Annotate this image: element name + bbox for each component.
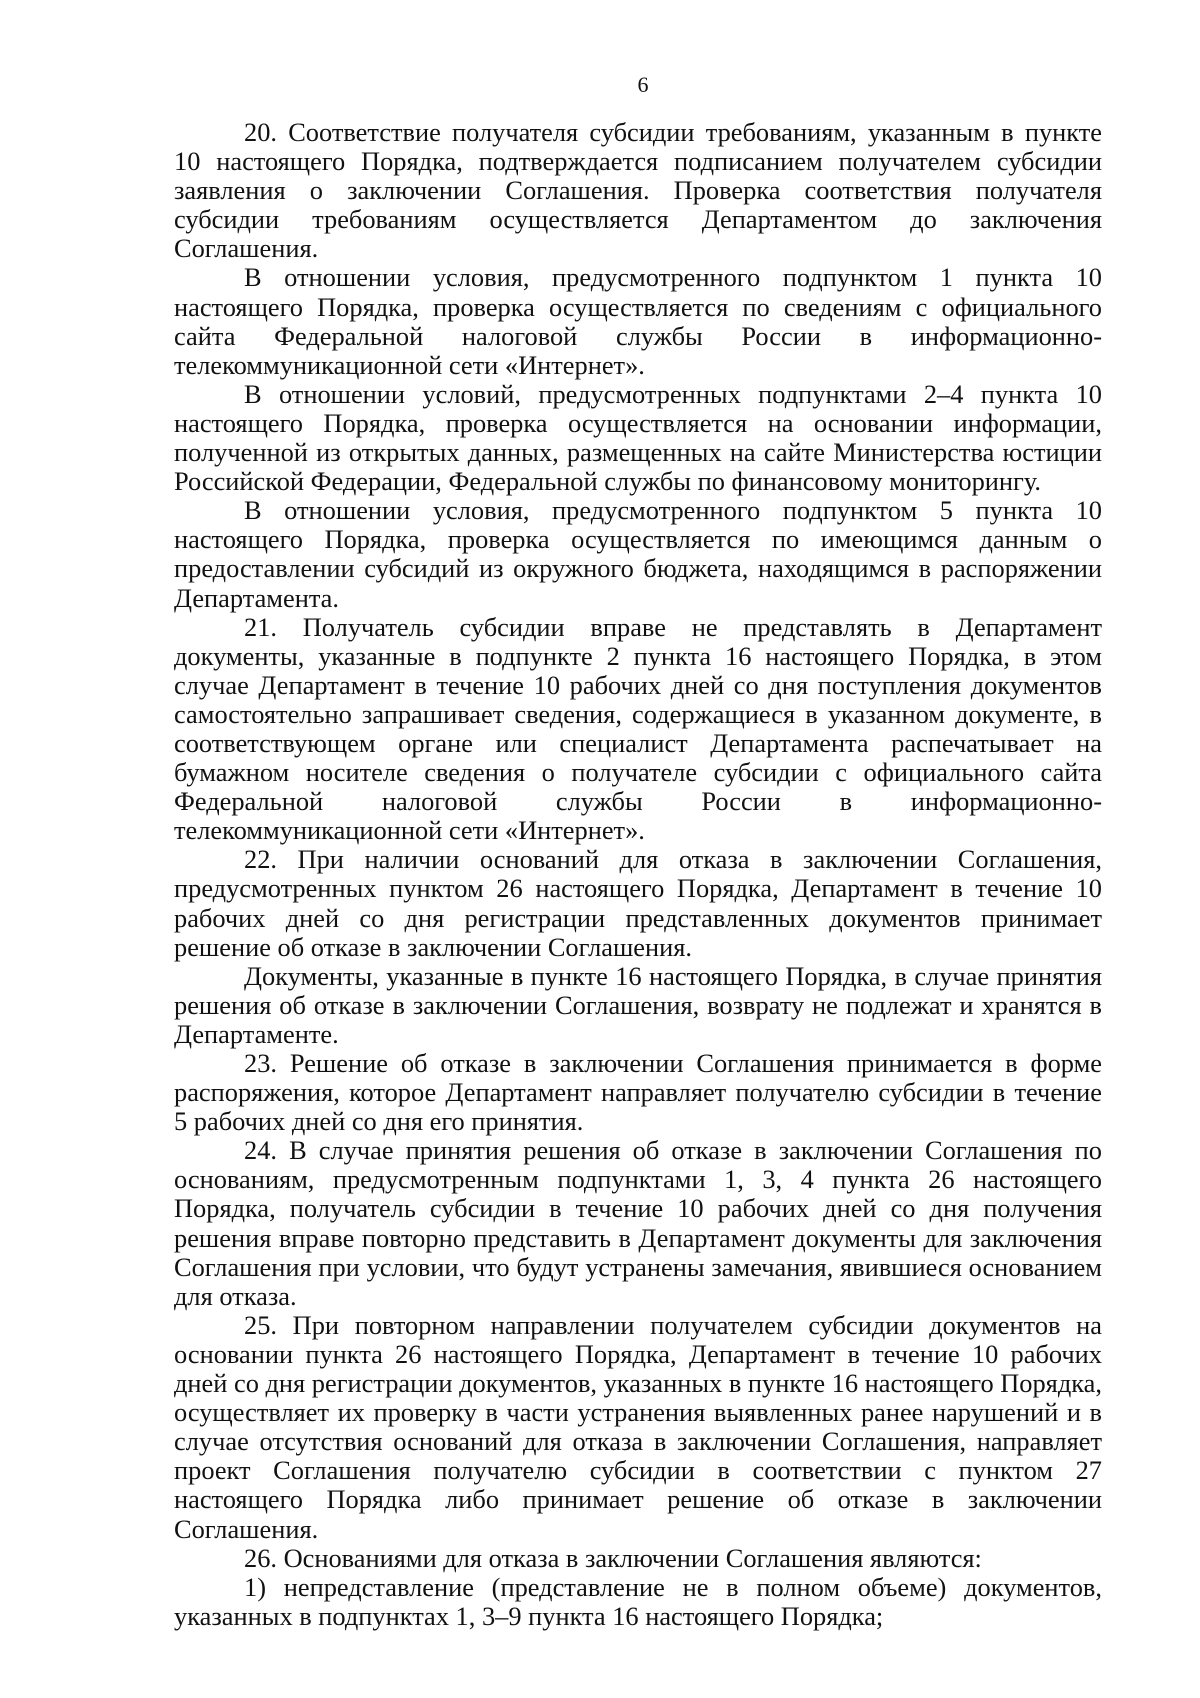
paragraph-20-condition-1: В отношении условия, предусмотренного подпунктом 1 пункта 10 настоящего Порядка, проверка осуществляется по сведениям с официального сайта Федеральной налоговой службы России в информационно-телекоммуникационной сети «Интернет». [174, 262, 1102, 380]
paragraph-26-item-1: 1) непредставление (представление не в полном объеме) документов, указанных в подпунктах 1, 3–9 пункта 16 настоящего Порядка; [174, 1571, 1102, 1631]
document-body [174, 118, 1102, 1631]
paragraph-23: 23. Решение об отказе в заключении Соглашения принимается в форме распоряжения, которое Департамент направляет получателю субсидии в течение 5 рабочих дней со дня его принятия. [174, 1048, 1102, 1137]
paragraph-26: 26. Основаниями для отказа в заключении Соглашения являются: [244, 1542, 982, 1573]
paragraph-20: 20. Соответствие получателя субсидии требованиям, указанным в пункте 10 настоящего Порядка, подтверждается подписанием получателем субсидии заявления о заключении Соглашения. Проверка соответствия получателя субсидии требованиям осуществляется Департаментом до заключения Соглашения. [174, 117, 1102, 264]
paragraph-24: 24. В случае принятия решения об отказе в заключении Соглашения по основаниям, предусмотренным подпунктами 1, 3, 4 пункта 26 настоящего Порядка, получатель субсидии в течение 10 рабочих дней со дня получения решения вправе повторно представить в Департамент документы для заключения Соглашения при условии, что будут устранены замечания, явившиеся основанием для отказа. [174, 1135, 1102, 1311]
paragraph-22-documents: Документы, указанные в пункте 16 настоящего Порядка, в случае принятия решения об отказе в заключении Соглашения, возврату не подлежат и хранятся в Департаменте. [174, 960, 1102, 1049]
paragraph-25: 25. При повторном направлении получателем субсидии документов на основании пункта 26 настоящего Порядка, Департамент в течение 10 рабочих дней со дня регистрации документов, указанных в пункте 16 настоящего Порядка, осуществляет их проверку в части устранения выявленных ранее нарушений и в случае отсутствия оснований для отказа в заключении Соглашения, направляет проект Соглашения получателю субсидии в соответствии с пунктом 27 настоящего Порядка либо принимает решение об отказе в заключении Соглашения. [174, 1309, 1102, 1544]
paragraph-20-conditions-2-4: В отношении условий, предусмотренных подпунктами 2–4 пункта 10 настоящего Порядка, проверка осуществляется на основании информации, полученной из открытых данных, размещенных на сайте Министерства юстиции Российской Федерации, Федеральной службы по финансовому мониторингу. [174, 378, 1102, 497]
page-number: 6 [637, 72, 649, 97]
paragraph-21: 21. Получатель субсидии вправе не представлять в Департамент документы, указанные в подпункте 2 пункта 16 настоящего Порядка, в этом случае Департамент в течение 10 рабочих дней со дня поступления документов самостоятельно запрашивает сведения, содержащиеся в указанном документе, в соответствующем органе или специалист Департамента распечатывает на бумажном носителе сведения о получателе субсидии с официального сайта Федеральной налоговой службы России в информационно-телекоммуникационной сети «Интернет». [174, 611, 1102, 846]
paragraph-22: 22. При наличии оснований для отказа в заключении Соглашения, предусмотренных пунктом 26 настоящего Порядка, Департамент в течение 10 рабочих дней со дня регистрации представленных документов принимает решение об отказе в заключении Соглашения. [174, 844, 1102, 962]
paragraph-20-condition-5: В отношении условия, предусмотренного подпунктом 5 пункта 10 настоящего Порядка, проверка осуществляется по имеющимся данным о предоставлении субсидий из окружного бюджета, находящимся в распоряжении Департамента. [174, 495, 1102, 613]
